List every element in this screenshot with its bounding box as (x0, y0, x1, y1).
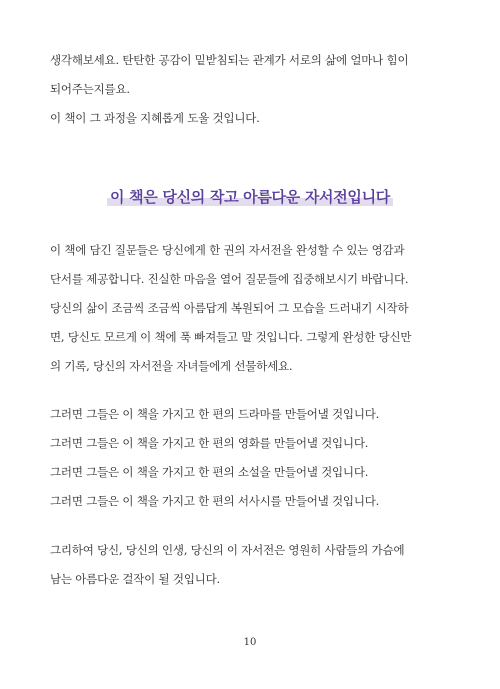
intro-line: 생각해보세요. 탄탄한 공감이 밑받침되는 관계가 서로의 삶에 얼마나 힘이 (50, 53, 409, 67)
page-number: 10 (243, 637, 257, 648)
section-heading: 이 책은 당신의 작고 아름다운 자서전입니다 (107, 186, 393, 208)
body-line: 단서를 제공합니다. 진실한 마음을 열어 질문들에 집중해보시기 바랍니다. (50, 272, 409, 286)
body-line: 당신의 삶이 조금씩 조금씩 아름답게 복원되어 그 모습을 드러내기 시작하 (50, 301, 409, 315)
section-heading-wrap (0, 186, 500, 208)
body-line: 의 기록, 당신의 자서전을 자녀들에게 선물하세요. (50, 359, 293, 373)
body-line: 그러면 그들은 이 책을 가지고 한 편의 서사시를 만들어낼 것입니다. (50, 494, 380, 508)
body-line: 그리하여 당신, 당신의 인생, 당신의 이 자서전은 영원히 사람들의 가슴에 (50, 543, 405, 557)
body-paragraph-2 (50, 400, 455, 516)
body-paragraph-1 (50, 236, 455, 381)
intro-line: 되어주는지를요. (50, 82, 130, 96)
body-line: 그러면 그들은 이 책을 가지고 한 편의 드라마를 만들어낼 것입니다. (50, 407, 380, 421)
body-paragraph-3 (50, 536, 455, 594)
body-line: 남는 아름다운 걸작이 될 것입니다. (50, 572, 221, 586)
intro-line: 이 책이 그 과정을 지혜롭게 도울 것입니다. (50, 111, 260, 125)
body-line: 그러면 그들은 이 책을 가지고 한 편의 소설을 만들어낼 것입니다. (50, 465, 369, 479)
body-line: 면, 당신도 모르게 이 책에 푹 빠져들고 말 것입니다. 그렇게 완성한 당신만 (50, 330, 412, 344)
body-line: 이 책에 담긴 질문들은 당신에게 한 권의 자서전을 완성할 수 있는 영감과 (50, 243, 405, 257)
intro-paragraph (50, 46, 455, 133)
body-line: 그러면 그들은 이 책을 가지고 한 편의 영화를 만들어낼 것입니다. (50, 436, 369, 450)
